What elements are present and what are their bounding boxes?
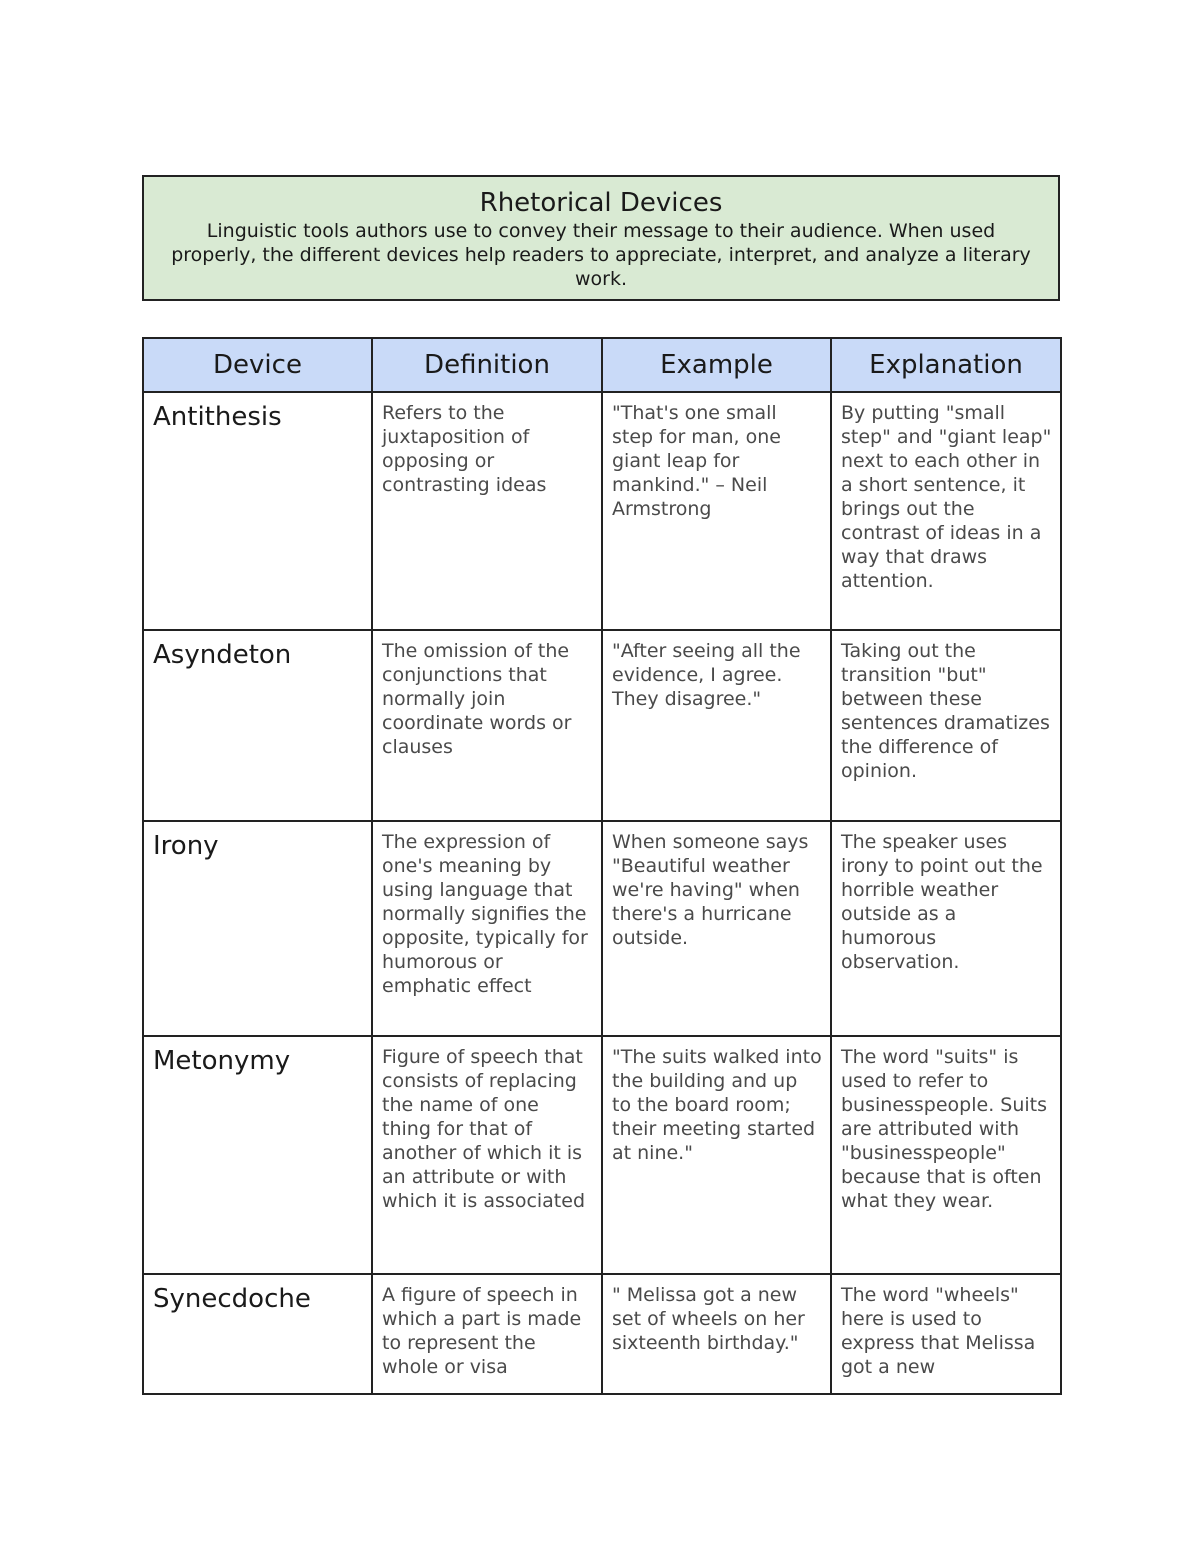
definition-cell: The omission of the conjunctions that normally join coordinate words or clauses	[372, 630, 602, 821]
device-cell: Synecdoche	[143, 1274, 372, 1394]
column-header-device: Device	[143, 338, 372, 392]
definition-cell: The expression of one's meaning by using language that normally signifies the opposite, typically for humorous or emphatic effect	[372, 821, 602, 1036]
page-description: Linguistic tools authors use to convey their message to their audience. When used properly, the different devices help readers to appreciate, interpret, and analyze a literary work.	[171, 220, 1031, 290]
page-title: Rhetorical Devices	[479, 188, 723, 218]
column-header-definition: Definition	[372, 338, 602, 392]
device-cell: Asyndeton	[143, 630, 372, 821]
example-cell: " Melissa got a new set of wheels on her sixteenth birthday."	[602, 1274, 831, 1394]
explanation-cell: By putting "small step" and "giant leap" next to each other in a short sentence, it brings out the contrast of ideas in a way that draws attention.	[831, 392, 1061, 630]
table-row	[143, 630, 1061, 821]
definition-cell: Refers to the juxtaposition of opposing or contrasting ideas	[372, 392, 602, 630]
explanation-cell: The speaker uses irony to point out the horrible weather outside as a humorous observation.	[831, 821, 1061, 1036]
table-header-row	[143, 338, 1061, 392]
example-cell: "That's one small step for man, one giant leap for mankind." – Neil Armstrong	[602, 392, 831, 630]
intro-box	[142, 175, 1060, 301]
explanation-cell: The word "suits" is used to refer to businesspeople. Suits are attributed with "businesspeople" because that is often what they wear.	[831, 1036, 1061, 1274]
device-cell: Metonymy	[143, 1036, 372, 1274]
table-row	[143, 1036, 1061, 1274]
column-header-explanation: Explanation	[831, 338, 1061, 392]
rhetorical-devices-table	[142, 337, 1062, 1395]
explanation-cell: The word "wheels" here is used to express that Melissa got a new	[831, 1274, 1061, 1394]
table-row	[143, 821, 1061, 1036]
table-row	[143, 1274, 1061, 1394]
device-cell: Antithesis	[143, 392, 372, 630]
example-cell: When someone says "Beautiful weather we're having" when there's a hurricane outside.	[602, 821, 831, 1036]
column-header-example: Example	[602, 338, 831, 392]
table-row	[143, 392, 1061, 630]
example-cell: "The suits walked into the building and up to the board room; their meeting started at nine."	[602, 1036, 831, 1274]
device-cell: Irony	[143, 821, 372, 1036]
example-cell: "After seeing all the evidence, I agree. They disagree."	[602, 630, 831, 821]
definition-cell: A figure of speech in which a part is made to represent the whole or visa	[372, 1274, 602, 1394]
definition-cell: Figure of speech that consists of replacing the name of one thing for that of another of which it is an attribute or with which it is associated	[372, 1036, 602, 1274]
explanation-cell: Taking out the transition "but" between these sentences dramatizes the difference of opinion.	[831, 630, 1061, 821]
